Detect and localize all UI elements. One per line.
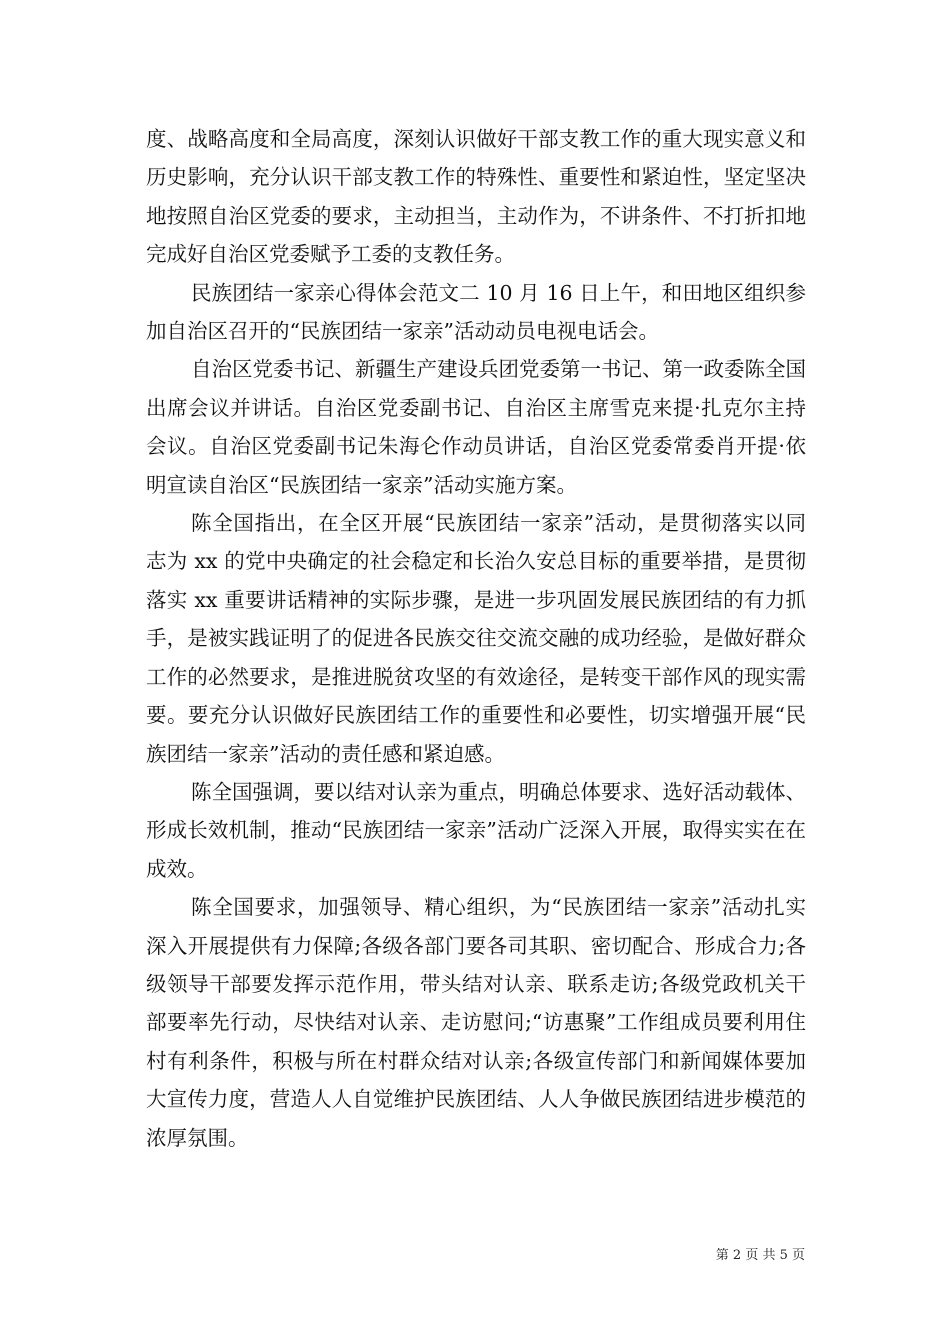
paragraph: 民族团结一家亲心得体会范文二 10 月 16 日上午，和田地区组织参加自治区召开的“民族团结一家亲”活动动员电视电话会。 (146, 280, 806, 344)
paragraph: 陈全国指出，在全区开展“民族团结一家亲”活动，是贯彻落实以同志为 xx 的党中央确定的社会稳定和长治久安总目标的重要举措，是贯彻落实 xx 重要讲话精神的实际步骤，是进一步巩固发展民族团结的有力抓手，是被实践证明了的促进各民族交往交流交融的成功经验，是做好群众工作的必然要求，是推进脱贫攻坚的有效途径，是转变干部作风的现实需要。要充分认识做好民族团结工作的重要性和必要性，切实增强开展“民族团结一家亲”活动的责任感和紧迫感。 (146, 511, 806, 766)
paragraph: 自治区党委书记、新疆生产建设兵团党委第一书记、第一政委陈全国出席会议并讲话。自治区党委副书记、自治区主席雪克来提·扎克尔主持会议。自治区党委副书记朱海仑作动员讲话，自治区党委常委肖开提·依明宣读自治区“民族团结一家亲”活动实施方案。 (146, 357, 806, 497)
paragraph-continuation: 度、战略高度和全局高度，深刻认识做好干部支教工作的重大现实意义和历史影响，充分认识干部支教工作的特殊性、重要性和紧迫性，坚定坚决地按照自治区党委的要求，主动担当，主动作为，不讲条件、不打折扣地完成好自治区党委赋予工委的支教任务。 (146, 127, 806, 267)
paragraph: 陈全国强调，要以结对认亲为重点，明确总体要求、选好活动载体、形成长效机制，推动“民族团结一家亲”活动广泛深入开展，取得实实在在成效。 (146, 779, 806, 881)
document-body (146, 120, 806, 1157)
page-number: 第 2 页 共 5 页 (715, 1248, 805, 1263)
paragraph: 陈全国要求，加强领导、精心组织，为“民族团结一家亲”活动扎实深入开展提供有力保障;各级各部门要各司其职、密切配合、形成合力;各级领导干部要发挥示范作用，带头结对认亲、联系走访;各级党政机关干部要率先行动，尽快结对认亲、走访慰问;“访惠聚”工作组成员要利用住村有利条件，积极与所在村群众结对认亲;各级宣传部门和新闻媒体要加大宣传力度，营造人人自觉维护民族团结、人人争做民族团结进步模范的浓厚氛围。 (146, 895, 806, 1150)
